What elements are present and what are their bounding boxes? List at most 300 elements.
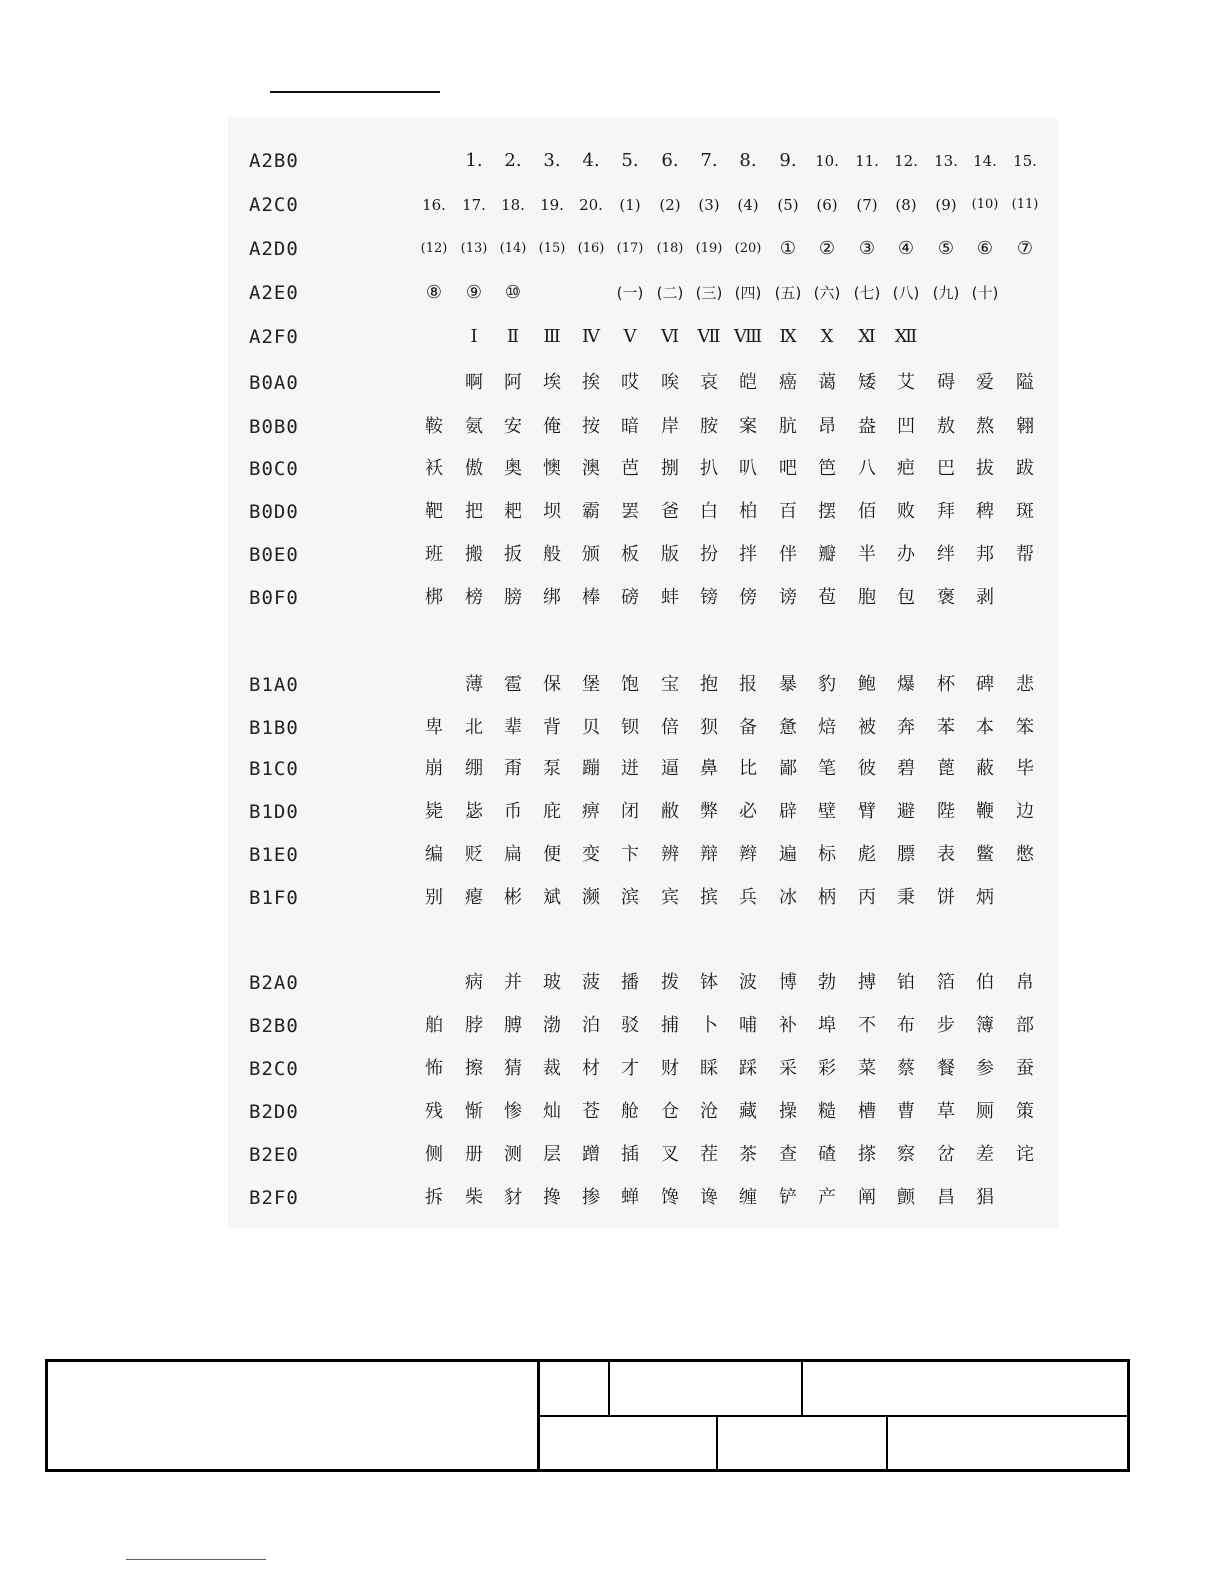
table-cell: 辫 [739, 844, 757, 865]
table-cell: 6. [661, 150, 679, 171]
table-cell: (五) [774, 284, 802, 302]
table-cell: 贬 [465, 844, 483, 865]
table-cell [416, 368, 452, 398]
table-cell: 奥 [504, 458, 522, 479]
table-cell: 狈 [700, 717, 718, 738]
table-cell: 搬 [465, 544, 483, 565]
table-cell: 报 [739, 674, 757, 695]
table-cell: 庇 [543, 801, 561, 822]
table-cell: Ⅳ [582, 326, 600, 347]
table-cell: 哎 [621, 372, 639, 393]
table-cell: (8) [895, 196, 917, 214]
table-cell: (4) [737, 196, 759, 214]
table-cell: 猖 [976, 1187, 994, 1208]
title-block-divider [608, 1362, 610, 1417]
table-cell: 抱 [700, 674, 718, 695]
table-cell: 谤 [779, 587, 797, 608]
table-cell: 剥 [976, 587, 994, 608]
table-cell: 憋 [1016, 844, 1034, 865]
table-cell: 厕 [976, 1101, 994, 1122]
table-cell: 簿 [976, 1015, 994, 1036]
row-code-label: B1F0 [249, 887, 299, 909]
table-cell: 鼻 [700, 758, 718, 779]
table-cell: 艾 [897, 372, 915, 393]
table-cell: 甭 [504, 758, 522, 779]
table-cell: 埠 [818, 1015, 836, 1036]
table-cell: 柄 [818, 887, 836, 908]
table-row [0, 1011, 1225, 1041]
table-cell: 阐 [858, 1187, 876, 1208]
table-cell: 绷 [465, 758, 483, 779]
table-cell: 变 [582, 844, 600, 865]
table-row [0, 797, 1225, 827]
table-cell: 鳖 [976, 844, 994, 865]
table-cell: 伴 [779, 544, 797, 565]
table-cell: (三) [695, 284, 723, 302]
table-cell: 残 [425, 1101, 443, 1122]
table-cell: 搏 [858, 972, 876, 993]
table-cell: 雹 [504, 674, 522, 695]
table-cell: 秉 [897, 887, 915, 908]
table-cell: 坝 [543, 501, 561, 522]
table-cell: Ⅷ [733, 326, 763, 347]
table-cell: 靶 [425, 501, 443, 522]
table-cell [1007, 278, 1043, 308]
table-cell: 2. [504, 150, 522, 171]
table-cell: 半 [858, 544, 876, 565]
table-cell: 癌 [779, 372, 797, 393]
table-cell: 柏 [739, 501, 757, 522]
table-cell: 碑 [976, 674, 994, 695]
table-cell: ⑥ [976, 238, 994, 259]
table-cell [416, 146, 452, 176]
table-cell: 跋 [1016, 458, 1034, 479]
table-cell: 被 [858, 717, 876, 738]
table-cell: 啊 [465, 372, 483, 393]
table-cell: ⑦ [1016, 238, 1034, 259]
table-cell: 拌 [739, 544, 757, 565]
table-cell: 搀 [543, 1187, 561, 1208]
table-cell: 辟 [779, 801, 797, 822]
table-cell: 颤 [897, 1187, 915, 1208]
table-cell: 泵 [543, 758, 561, 779]
table-cell: 才 [621, 1058, 639, 1079]
table-cell: 板 [621, 544, 639, 565]
table-cell: 拆 [425, 1187, 443, 1208]
table-cell: 舶 [425, 1015, 443, 1036]
table-cell: 倍 [661, 717, 679, 738]
table-cell: 暴 [779, 674, 797, 695]
table-cell: 蔡 [897, 1058, 915, 1079]
table-cell: 肮 [779, 416, 797, 437]
table-cell [573, 278, 609, 308]
table-cell: 备 [739, 717, 757, 738]
row-code-label: B0E0 [249, 544, 299, 566]
table-cell: 蝉 [621, 1187, 639, 1208]
table-cell: 熬 [976, 416, 994, 437]
table-cell: (一) [616, 284, 644, 302]
table-cell: 诧 [1016, 1144, 1034, 1165]
table-cell: (19) [695, 241, 723, 256]
table-cell: 驳 [621, 1015, 639, 1036]
row-code-label: A2E0 [249, 282, 299, 304]
table-cell: 卑 [425, 717, 443, 738]
table-cell: 白 [700, 501, 718, 522]
table-cell: ③ [858, 238, 876, 259]
table-cell: 岔 [937, 1144, 955, 1165]
table-cell: ⑤ [937, 238, 955, 259]
table-cell: 岸 [661, 416, 679, 437]
table-cell: 绊 [937, 544, 955, 565]
table-cell [928, 322, 964, 352]
table-cell: 埃 [543, 372, 561, 393]
row-code-label: A2F0 [249, 326, 299, 348]
table-cell: 3. [543, 150, 561, 171]
table-cell: 茶 [739, 1144, 757, 1165]
table-cell: 比 [739, 758, 757, 779]
table-cell: 奔 [897, 717, 915, 738]
table-cell: Ⅵ [660, 326, 680, 347]
table-cell: 辩 [700, 844, 718, 865]
table-cell: 梆 [425, 587, 443, 608]
row-code-label: B0F0 [249, 587, 299, 609]
table-cell: 贝 [582, 717, 600, 738]
table-cell: 凹 [897, 416, 915, 437]
table-cell [1007, 883, 1043, 913]
table-cell: 灿 [543, 1101, 561, 1122]
table-cell: 怖 [425, 1058, 443, 1079]
table-cell: 不 [858, 1015, 876, 1036]
table-cell: Ⅰ [470, 326, 478, 347]
row-code-label: A2C0 [249, 194, 299, 216]
table-cell: 1. [465, 150, 483, 171]
table-cell: 病 [465, 972, 483, 993]
row-code-label: B0C0 [249, 458, 299, 480]
table-cell: 斌 [543, 887, 561, 908]
table-cell: 草 [937, 1101, 955, 1122]
table-cell: 毕 [1016, 758, 1034, 779]
table-cell: 蹭 [582, 1144, 600, 1165]
table-cell: 并 [504, 972, 522, 993]
table-cell: 豹 [818, 674, 836, 695]
table-cell: (13) [460, 241, 488, 256]
table-cell: 波 [739, 972, 757, 993]
table-cell: 10. [815, 152, 839, 170]
table-cell: 补 [779, 1015, 797, 1036]
table-row [0, 1054, 1225, 1084]
table-cell: 擦 [465, 1058, 483, 1079]
table-cell: 胺 [700, 416, 718, 437]
table-cell: 笔 [818, 758, 836, 779]
table-cell: 鞍 [425, 416, 443, 437]
table-cell: (9) [935, 196, 957, 214]
title-block-divider [801, 1362, 803, 1417]
table-cell: 叭 [739, 458, 757, 479]
row-code-label: B2B0 [249, 1015, 299, 1037]
table-cell: 班 [425, 544, 443, 565]
table-cell: 颁 [582, 544, 600, 565]
row-code-label: A2D0 [249, 238, 299, 260]
footer-link-underline [126, 1559, 266, 1560]
table-cell [1007, 322, 1043, 352]
table-cell: 16. [422, 196, 446, 214]
table-cell: 玻 [543, 972, 561, 993]
table-cell: 碍 [937, 372, 955, 393]
table-cell: Ⅻ [894, 326, 918, 347]
table-cell: 菠 [582, 972, 600, 993]
row-code-label: B2D0 [249, 1101, 299, 1123]
table-cell: 14. [973, 152, 997, 170]
table-cell: 察 [897, 1144, 915, 1165]
table-row [0, 234, 1225, 264]
table-cell: 棒 [582, 587, 600, 608]
table-cell: Ⅱ [506, 326, 520, 347]
table-cell: 箔 [937, 972, 955, 993]
table-cell: 昌 [937, 1187, 955, 1208]
table-cell: 爸 [661, 501, 679, 522]
table-cell: 惫 [779, 717, 797, 738]
table-cell: 渤 [543, 1015, 561, 1036]
table-cell: 产 [818, 1187, 836, 1208]
table-cell: 采 [779, 1058, 797, 1079]
table-cell: 敝 [661, 801, 679, 822]
table-cell: 20. [579, 196, 603, 214]
table-cell: 脖 [465, 1015, 483, 1036]
table-cell: 宾 [661, 887, 679, 908]
table-cell: (七) [853, 284, 881, 302]
table-cell: 搽 [858, 1144, 876, 1165]
table-row [0, 497, 1225, 527]
table-cell [534, 278, 570, 308]
table-cell: 彪 [858, 844, 876, 865]
table-cell: 捕 [661, 1015, 679, 1036]
table-cell: 膘 [897, 844, 915, 865]
table-cell: 崩 [425, 758, 443, 779]
table-cell: 13. [934, 152, 958, 170]
table-cell: 蔽 [976, 758, 994, 779]
table-row [0, 190, 1225, 220]
table-cell: 疤 [897, 458, 915, 479]
table-cell: ⑨ [465, 282, 483, 303]
title-block-divider [537, 1415, 1127, 1417]
table-cell: 蔼 [818, 372, 836, 393]
table-cell: 焙 [818, 717, 836, 738]
table-cell: 插 [621, 1144, 639, 1165]
table-cell: 差 [976, 1144, 994, 1165]
table-cell: 褒 [937, 587, 955, 608]
table-cell: 丙 [858, 887, 876, 908]
title-block-table [45, 1359, 1130, 1472]
table-cell: 辈 [504, 717, 522, 738]
top-underline [270, 91, 440, 93]
table-row [0, 1140, 1225, 1170]
table-cell: 背 [543, 717, 561, 738]
table-cell: 查 [779, 1144, 797, 1165]
table-cell: 滨 [621, 887, 639, 908]
table-cell: 般 [543, 544, 561, 565]
table-cell: 稗 [976, 501, 994, 522]
table-cell: 挨 [582, 372, 600, 393]
table-cell [416, 968, 452, 998]
table-cell [416, 670, 452, 700]
table-cell: 澳 [582, 458, 600, 479]
table-cell: 财 [661, 1058, 679, 1079]
table-cell: (2) [659, 196, 681, 214]
table-row [0, 583, 1225, 613]
table-cell: 按 [582, 416, 600, 437]
table-cell: 佰 [858, 501, 876, 522]
table-cell: (九) [932, 284, 960, 302]
table-cell: 耙 [504, 501, 522, 522]
table-cell: 帮 [1016, 544, 1034, 565]
table-cell: 馋 [661, 1187, 679, 1208]
table-cell: 蓖 [937, 758, 955, 779]
table-cell: 12. [894, 152, 918, 170]
table-cell: 茬 [700, 1144, 718, 1165]
table-cell: 勃 [818, 972, 836, 993]
row-code-label: B0A0 [249, 372, 299, 394]
table-cell: 霸 [582, 501, 600, 522]
table-cell: 辨 [661, 844, 679, 865]
table-cell: 臂 [858, 801, 876, 822]
table-cell: 避 [897, 801, 915, 822]
table-cell: (18) [656, 241, 684, 256]
table-cell: 帛 [1016, 972, 1034, 993]
table-cell: 蹦 [582, 758, 600, 779]
table-cell: 本 [976, 717, 994, 738]
row-code-label: B2A0 [249, 972, 299, 994]
table-cell: 编 [425, 844, 443, 865]
table-cell: 毙 [425, 801, 443, 822]
table-cell: 苍 [582, 1101, 600, 1122]
table-cell: 睬 [700, 1058, 718, 1079]
row-code-label: B2C0 [249, 1058, 299, 1080]
table-row [0, 412, 1225, 442]
table-cell: 卞 [621, 844, 639, 865]
table-cell: 懊 [543, 458, 561, 479]
table-cell: 15. [1013, 152, 1037, 170]
table-cell: 苞 [818, 587, 836, 608]
table-cell: 卜 [700, 1015, 718, 1036]
row-code-label: B1B0 [249, 717, 299, 739]
table-cell: 杯 [937, 674, 955, 695]
table-cell: (10) [971, 197, 999, 212]
table-cell: 舱 [621, 1101, 639, 1122]
row-code-label: B0D0 [249, 501, 299, 523]
table-row [0, 670, 1225, 700]
table-cell: 傍 [739, 587, 757, 608]
table-cell: 币 [504, 801, 522, 822]
table-cell: 罢 [621, 501, 639, 522]
table-cell: 陛 [937, 801, 955, 822]
table-cell: 鞭 [976, 801, 994, 822]
table-cell: 碴 [818, 1144, 836, 1165]
table-cell: 芭 [621, 458, 639, 479]
table-cell: 翱 [1016, 416, 1034, 437]
table-cell: 餐 [937, 1058, 955, 1079]
table-cell: 材 [582, 1058, 600, 1079]
table-cell: 榜 [465, 587, 483, 608]
table-cell: (12) [420, 241, 448, 256]
row-code-label: B2E0 [249, 1144, 299, 1166]
table-cell: (11) [1011, 197, 1039, 212]
table-cell: Ⅺ [858, 326, 876, 347]
table-cell: 8. [739, 150, 757, 171]
table-cell: 19. [540, 196, 564, 214]
table-cell: (20) [734, 241, 762, 256]
table-cell: 濒 [582, 887, 600, 908]
table-cell: (7) [856, 196, 878, 214]
table-cell: 膊 [504, 1015, 522, 1036]
table-cell: 薄 [465, 674, 483, 695]
table-cell: 悲 [1016, 674, 1034, 695]
table-cell: 阿 [504, 372, 522, 393]
table-cell: 袄 [425, 458, 443, 479]
table-cell: 惭 [465, 1101, 483, 1122]
table-cell: (14) [499, 241, 527, 256]
row-code-label: B1C0 [249, 758, 299, 780]
table-cell: 隘 [1016, 372, 1034, 393]
table-cell: 裁 [543, 1058, 561, 1079]
table-cell: 百 [779, 501, 797, 522]
table-cell: 参 [976, 1058, 994, 1079]
table-cell: 敖 [937, 416, 955, 437]
table-cell: 部 [1016, 1015, 1034, 1036]
table-cell: (16) [577, 241, 605, 256]
table-cell: 7. [700, 150, 718, 171]
table-row [0, 146, 1225, 176]
title-block-divider [716, 1417, 718, 1469]
table-cell: 饼 [937, 887, 955, 908]
row-code-label: B1E0 [249, 844, 299, 866]
table-cell: 壁 [818, 801, 836, 822]
table-cell: ⑩ [504, 282, 522, 303]
table-cell: 5. [621, 150, 639, 171]
table-cell: 闭 [621, 801, 639, 822]
table-cell: 鲍 [858, 674, 876, 695]
table-cell: 层 [543, 1144, 561, 1165]
table-cell: 巴 [937, 458, 955, 479]
table-cell: 扮 [700, 544, 718, 565]
table-cell: 唉 [661, 372, 679, 393]
table-cell: 猜 [504, 1058, 522, 1079]
table-cell: 遍 [779, 844, 797, 865]
table-cell: 绑 [543, 587, 561, 608]
table-cell: 鄙 [779, 758, 797, 779]
table-cell: 哀 [700, 372, 718, 393]
table-cell: Ⅹ [820, 326, 834, 347]
table-row [0, 968, 1225, 998]
table-cell: Ⅸ [779, 326, 797, 347]
table-cell: 保 [543, 674, 561, 695]
table-cell: 伯 [976, 972, 994, 993]
table-row [0, 840, 1225, 870]
table-cell: 铂 [897, 972, 915, 993]
row-code-label: B2F0 [249, 1187, 299, 1209]
table-cell: 惨 [504, 1101, 522, 1122]
table-cell: 爱 [976, 372, 994, 393]
table-cell: 包 [897, 587, 915, 608]
table-row [0, 713, 1225, 743]
table-cell: 彼 [858, 758, 876, 779]
table-cell: 皑 [739, 372, 757, 393]
table-cell: 藏 [739, 1101, 757, 1122]
table-cell: 彩 [818, 1058, 836, 1079]
table-cell: (15) [538, 241, 566, 256]
table-cell: 吧 [779, 458, 797, 479]
table-cell: 傲 [465, 458, 483, 479]
table-cell: 办 [897, 544, 915, 565]
